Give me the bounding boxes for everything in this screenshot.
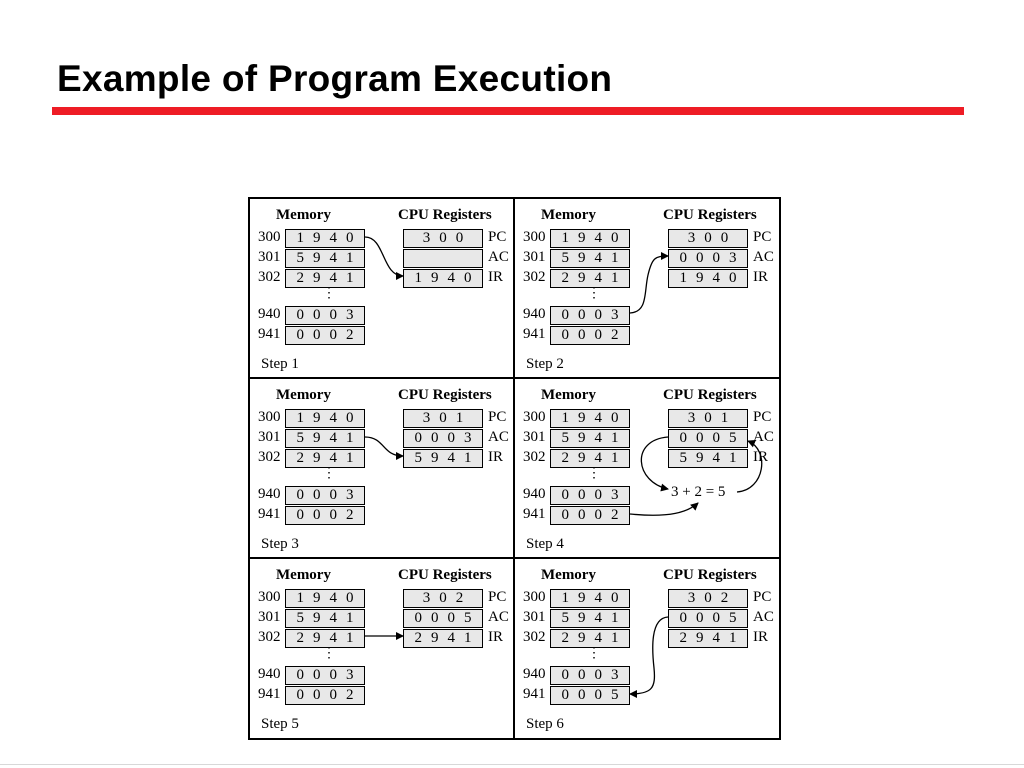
memory-address: 301 xyxy=(258,249,281,265)
register-ac: 0005 xyxy=(668,609,748,628)
memory-address: 301 xyxy=(258,429,281,445)
register-label-pc: PC xyxy=(488,589,507,605)
memory-address: 301 xyxy=(258,609,281,625)
memory-address: 300 xyxy=(523,229,546,245)
memory-address: 302 xyxy=(258,629,281,645)
memory-address: 940 xyxy=(258,486,281,502)
memory-cell: 2941 xyxy=(285,449,365,468)
memory-cell: 0002 xyxy=(550,506,630,525)
memory-header: Memory xyxy=(541,567,596,583)
register-ir: 1940 xyxy=(403,269,483,288)
register-label-ac: AC xyxy=(488,609,509,625)
memory-address: 301 xyxy=(523,429,546,445)
memory-cell: 0005 xyxy=(550,686,630,705)
register-label-ac: AC xyxy=(488,249,509,265)
memory-cell: 0002 xyxy=(285,326,365,345)
memory-cell: 0003 xyxy=(285,486,365,505)
memory-cell: 2941 xyxy=(550,629,630,648)
memory-cell: 2941 xyxy=(550,449,630,468)
step-panel-1 xyxy=(250,199,515,379)
memory-cell: 1940 xyxy=(550,229,630,248)
memory-cell: 5941 xyxy=(550,429,630,448)
memory-cell: 0002 xyxy=(550,326,630,345)
memory-cell: 2941 xyxy=(550,269,630,288)
memory-address: 302 xyxy=(258,269,281,285)
step-label: Step 6 xyxy=(526,716,564,732)
memory-cell: 1940 xyxy=(285,589,365,608)
memory-ellipsis: ⋮ xyxy=(322,466,336,481)
register-label-ac: AC xyxy=(753,249,774,265)
cpu-registers-header: CPU Registers xyxy=(398,387,492,403)
register-label-pc: PC xyxy=(488,229,507,245)
register-pc: 300 xyxy=(403,229,483,248)
register-ir: 5941 xyxy=(668,449,748,468)
step-panel-3 xyxy=(250,379,515,559)
register-ir: 5941 xyxy=(403,449,483,468)
memory-cell: 2941 xyxy=(285,629,365,648)
register-pc: 302 xyxy=(403,589,483,608)
memory-address: 300 xyxy=(258,409,281,425)
register-ac xyxy=(403,249,483,268)
register-label-ac: AC xyxy=(753,609,774,625)
register-label-ir: IR xyxy=(753,629,768,645)
register-pc: 300 xyxy=(668,229,748,248)
memory-address: 302 xyxy=(523,269,546,285)
memory-address: 940 xyxy=(523,666,546,682)
register-ac: 0005 xyxy=(403,609,483,628)
memory-address: 940 xyxy=(523,486,546,502)
step-label: Step 1 xyxy=(261,356,299,372)
memory-address: 301 xyxy=(523,249,546,265)
step-label: Step 2 xyxy=(526,356,564,372)
memory-cell: 5941 xyxy=(550,609,630,628)
adder-expression: 3 + 2 = 5 xyxy=(671,484,726,500)
memory-address: 940 xyxy=(258,666,281,682)
register-label-ac: AC xyxy=(753,429,774,445)
cpu-registers-header: CPU Registers xyxy=(663,567,757,583)
memory-address: 302 xyxy=(258,449,281,465)
register-label-pc: PC xyxy=(488,409,507,425)
register-label-pc: PC xyxy=(753,229,772,245)
memory-address: 941 xyxy=(258,506,281,522)
step-panel-2 xyxy=(515,199,780,379)
cpu-registers-header: CPU Registers xyxy=(663,387,757,403)
step-label: Step 4 xyxy=(526,536,564,552)
memory-address: 300 xyxy=(523,409,546,425)
memory-header: Memory xyxy=(276,567,331,583)
register-label-ir: IR xyxy=(488,449,503,465)
step-label: Step 5 xyxy=(261,716,299,732)
register-label-ir: IR xyxy=(488,269,503,285)
memory-cell: 1940 xyxy=(550,589,630,608)
memory-cell: 0002 xyxy=(285,506,365,525)
register-ir: 2941 xyxy=(403,629,483,648)
memory-address: 300 xyxy=(523,589,546,605)
memory-address: 300 xyxy=(258,229,281,245)
footer-line xyxy=(0,764,1024,765)
memory-address: 302 xyxy=(523,629,546,645)
step-panel-6 xyxy=(515,559,780,739)
memory-cell: 0003 xyxy=(550,486,630,505)
cpu-registers-header: CPU Registers xyxy=(663,207,757,223)
memory-ellipsis: ⋮ xyxy=(322,286,336,301)
slide-title: Example of Program Execution xyxy=(57,58,613,99)
register-pc: 301 xyxy=(668,409,748,428)
memory-ellipsis: ⋮ xyxy=(587,466,601,481)
memory-cell: 1940 xyxy=(285,409,365,428)
memory-address: 941 xyxy=(523,326,546,342)
memory-ellipsis: ⋮ xyxy=(587,286,601,301)
step-panel-4 xyxy=(515,379,780,559)
memory-cell: 1940 xyxy=(550,409,630,428)
step-panel-5 xyxy=(250,559,515,739)
memory-cell: 0003 xyxy=(550,666,630,685)
memory-address: 941 xyxy=(258,686,281,702)
register-label-pc: PC xyxy=(753,589,772,605)
register-pc: 302 xyxy=(668,589,748,608)
register-label-ir: IR xyxy=(753,269,768,285)
memory-cell: 0003 xyxy=(550,306,630,325)
memory-address: 301 xyxy=(523,609,546,625)
memory-address: 940 xyxy=(258,306,281,322)
memory-header: Memory xyxy=(541,387,596,403)
register-ac: 0005 xyxy=(668,429,748,448)
register-ir: 2941 xyxy=(668,629,748,648)
memory-address: 941 xyxy=(523,506,546,522)
memory-ellipsis: ⋮ xyxy=(322,646,336,661)
memory-cell: 5941 xyxy=(550,249,630,268)
memory-cell: 5941 xyxy=(285,609,365,628)
memory-cell: 0002 xyxy=(285,686,365,705)
memory-header: Memory xyxy=(541,207,596,223)
memory-header: Memory xyxy=(276,387,331,403)
memory-cell: 0003 xyxy=(285,306,365,325)
memory-header: Memory xyxy=(276,207,331,223)
register-label-ir: IR xyxy=(488,629,503,645)
title-underline xyxy=(52,107,964,115)
register-ir: 1940 xyxy=(668,269,748,288)
step-label: Step 3 xyxy=(261,536,299,552)
cpu-registers-header: CPU Registers xyxy=(398,567,492,583)
memory-cell: 2941 xyxy=(285,269,365,288)
memory-cell: 5941 xyxy=(285,249,365,268)
register-label-pc: PC xyxy=(753,409,772,425)
memory-cell: 5941 xyxy=(285,429,365,448)
memory-address: 940 xyxy=(523,306,546,322)
cpu-registers-header: CPU Registers xyxy=(398,207,492,223)
register-ac: 0003 xyxy=(403,429,483,448)
register-label-ir: IR xyxy=(753,449,768,465)
register-label-ac: AC xyxy=(488,429,509,445)
memory-address: 941 xyxy=(523,686,546,702)
memory-address: 302 xyxy=(523,449,546,465)
memory-cell: 0003 xyxy=(285,666,365,685)
memory-address: 941 xyxy=(258,326,281,342)
register-ac: 0003 xyxy=(668,249,748,268)
memory-ellipsis: ⋮ xyxy=(587,646,601,661)
memory-address: 300 xyxy=(258,589,281,605)
memory-cell: 1940 xyxy=(285,229,365,248)
register-pc: 301 xyxy=(403,409,483,428)
